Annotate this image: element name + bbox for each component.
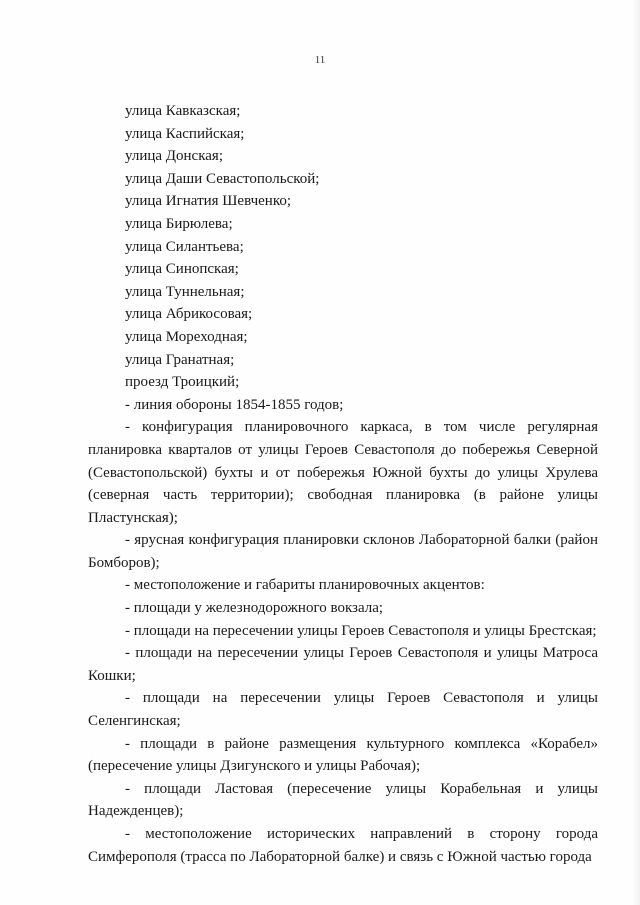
paragraph-tiered-configuration: - ярусная конфигурация планировки склонов Лабораторной балки (район Бомборов); bbox=[88, 532, 598, 571]
street-item: улица Мореходная; bbox=[125, 328, 248, 345]
paragraph-square-station: - площади у железнодорожного вокзала; bbox=[125, 600, 384, 617]
document-body bbox=[88, 100, 598, 868]
street-item: улица Синопская; bbox=[125, 261, 239, 278]
street-item: улица Даши Севастопольской; bbox=[125, 170, 320, 187]
paragraph-square-matrosa-koshki: - площади на пересечении улицы Героев Севастополя и улицы Матроса Кошки; bbox=[88, 645, 598, 684]
street-item: улица Кавказская; bbox=[125, 103, 241, 119]
street-item: улица Игнатия Шевченко; bbox=[125, 193, 292, 210]
street-item: улица Каспийская; bbox=[125, 125, 245, 142]
paragraph-planning-framework: - конфигурация планировочного каркаса, в том числе регулярная планировка кварталов от улицы Героев Севастополя до побережья Северной (Севастопольской) бухты и от побережья Южной бухты до улицы Хрулева (северная часть территории); свободная планировка (в районе улицы Пластунская); bbox=[88, 419, 598, 526]
paragraph-square-korabel: - площади в районе размещения культурного комплекса «Корабел» (пересечение улицы Дзигунского и улицы Рабочая); bbox=[88, 735, 598, 775]
page-number: 11 bbox=[314, 54, 326, 66]
paragraph-square-selenginskaya: - площади на пересечении улицы Героев Севастополя и улицы Селенгинская; bbox=[88, 690, 598, 730]
street-item: улица Абрикосовая; bbox=[125, 306, 253, 323]
street-item: улица Силантьева; bbox=[125, 238, 244, 255]
defense-line-item: - линия обороны 1854-1855 годов; bbox=[125, 396, 344, 413]
paragraph-historic-directions: - местоположение исторических направлений в сторону города Симферополя (трасса по Лабораторной балке) и связь с Южной частью города bbox=[88, 826, 598, 865]
paragraph-square-brestskaya: - площади на пересечении улицы Героев Севастополя и улицы Брестская; bbox=[125, 622, 597, 639]
street-item: улица Туннельная; bbox=[125, 283, 245, 300]
street-item: улица Бирюлева; bbox=[125, 215, 233, 232]
street-item: улица Донская; bbox=[125, 148, 223, 165]
street-item: улица Гранатная; bbox=[125, 351, 235, 368]
paragraph-square-lastovaya: - площади Ластовая (пересечение улицы Корабельная и улицы Надежденцев); bbox=[88, 780, 598, 820]
paragraph-accents-heading: - местоположение и габариты планировочных акцентов: bbox=[125, 577, 485, 594]
street-item: проезд Троицкий; bbox=[125, 374, 240, 391]
scan-edge-shadow bbox=[632, 0, 640, 905]
